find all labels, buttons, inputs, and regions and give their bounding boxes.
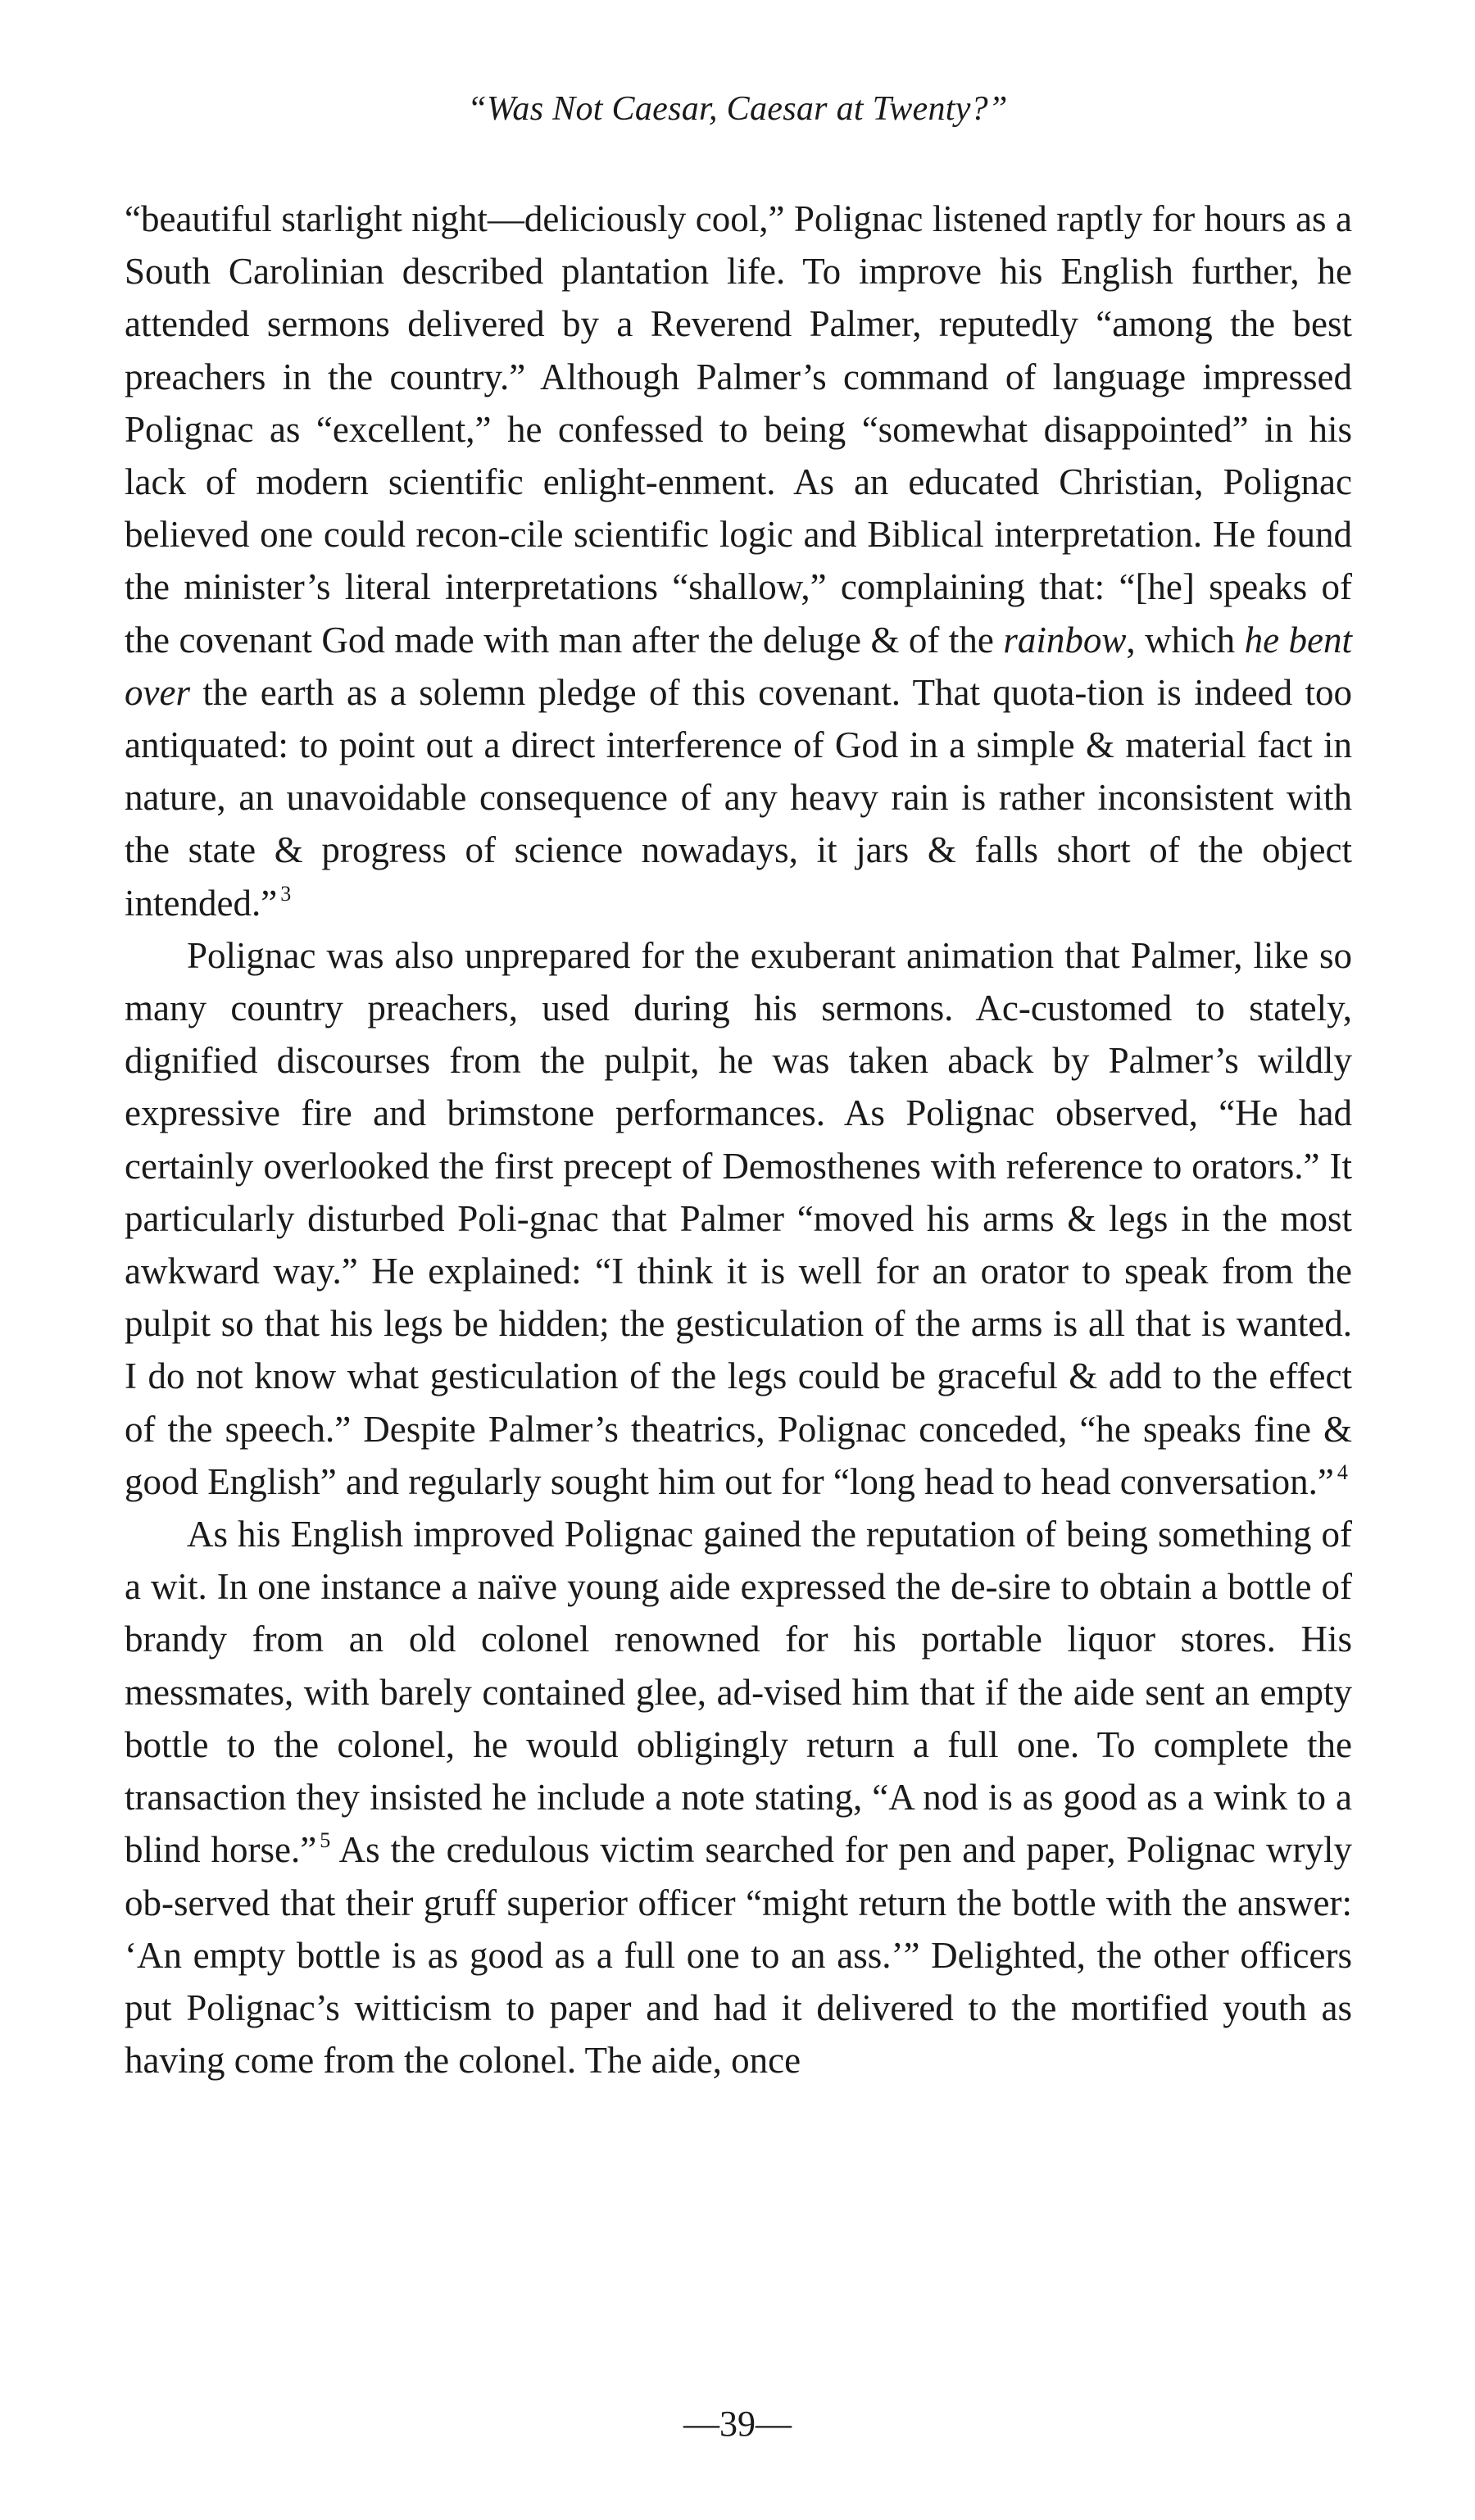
footnote-marker: 4: [1337, 1460, 1348, 1484]
text-run: , which: [1126, 619, 1245, 661]
body-text: [125, 193, 1352, 2086]
paragraph: [125, 1508, 1352, 2086]
italic-text: rainbow: [1003, 619, 1127, 661]
text-run: Polignac was also unprepared for the exuberant animation that Palmer, like so many country preachers, used during his sermons. Ac-customed to stately, dignified discourses from the pulpit, he was taken aback by Palmer’s wildly expressive fire and brimstone performances. As Polignac observed, “He had certainly overlooked the first precept of Demosthenes with reference to orators.” It particularly disturbed Poli-gnac that Palmer “moved his arms & legs in the most awkward way.” He explained: “I think it is well for an orator to speak from the pulpit so that his legs be hidden; the gesticulation of the arms is all that is wanted. I do not know what gesticulation of the legs could be graceful & add to the effect of the speech.” Despite Palmer’s theatrics, Polignac conceded, “he speaks fine & good English” and regularly sought him out for “long head to head conversation.”: [125, 934, 1352, 1502]
text-run: As the credulous victim searched for pen and paper, Polignac wryly ob-served that their gruff superior officer “might return the bottle with the answer: ‘An empty bottle is as good as a full one to an ass.’” Delighted, the other officers put Polignac’s witticism to paper and had it delivered to the mortified youth as having come from the colonel. The aide, once: [125, 1829, 1352, 2082]
running-head: “Was Not Caesar, Caesar at Twenty?”: [467, 90, 1008, 128]
paragraph: [125, 193, 1352, 929]
footnote-marker: 3: [280, 881, 292, 906]
text-run: the earth as a solemn pledge of this covenant. That quota-tion is indeed too antiquated: to point out a direct interference of God in a simple & material fact in nature, an unavoidable consequence of any heavy rain is rather inconsistent with the state & progress of science nowadays, it jars & falls short of the object intended.”: [125, 671, 1352, 924]
text-run: As his English improved Polignac gained the reputation of being something of a wit. In one instance a naïve young aide expressed the de-sire to obtain a bottle of brandy from an old colonel renowned for his portable liquor stores. His messmates, with barely contained glee, ad-vised him that if the aide sent an empty bottle to the colonel, he would obligingly return a full one. To complete the transaction they insisted he include a note stating, “A nod is as good as a wink to a blind horse.”: [125, 1514, 1352, 1871]
text-run: “beautiful starlight night—deliciously cool,” Polignac listened raptly for hours as a South Carolinian described plantation life. To improve his English further, he attended sermons delivered by a Reverend Palmer, reputedly “among the best preachers in the country.” Although Palmer’s command of language impressed Polignac as “excellent,” he confessed to being “somewhat disappointed” in his lack of modern scientific enlight-enment. As an educated Christian, Polignac believed one could recon-cile scientific logic and Biblical interpretation. He found the minister’s literal interpretations “shallow,” complaining that: “[he] speaks of the covenant God made with man after the deluge & of the: [125, 198, 1352, 661]
page-number: —39—: [683, 2404, 792, 2444]
paragraph: [125, 929, 1352, 1508]
italic-text: he bent over: [125, 619, 1352, 713]
footnote-marker: 5: [320, 1828, 331, 1853]
